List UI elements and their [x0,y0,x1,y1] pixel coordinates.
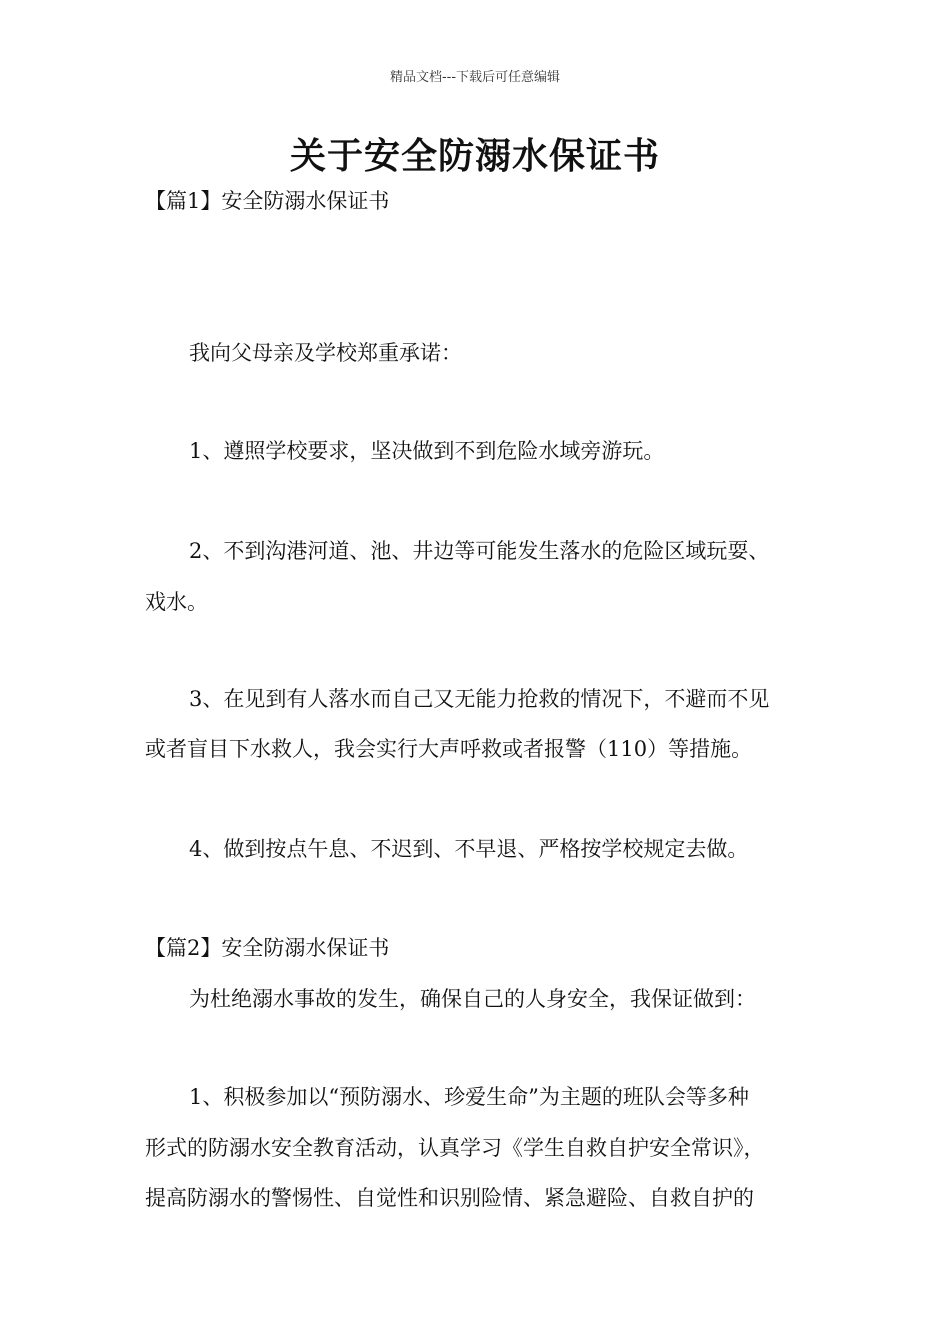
section2-heading: 【篇2】安全防溺水保证书 [145,936,390,960]
section1-item3-line2: 或者盲目下水救人，我会实行大声呼救或者报警（110）等措施。 [145,737,753,761]
section1-item2-line2: 戏水。 [145,590,208,614]
document-title: 关于安全防溺水保证书 [289,136,660,177]
section1-item4: 4、做到按点午息、不迟到、不早退、严格按学校规定去做。 [189,837,749,861]
section1-intro: 我向父母亲及学校郑重承诺： [189,341,462,365]
section2-intro: 为杜绝溺水事故的发生，确保自己的人身安全，我保证做到： [189,987,756,1011]
section1-heading: 【篇1】安全防溺水保证书 [145,189,390,213]
section1-item2-line1: 2、不到沟港河道、池、井边等可能发生落水的危险区域玩耍、 [189,539,770,563]
section2-item1-line2: 形式的防溺水安全教育活动，认真学习《学生自救自护安全常识》， [145,1136,765,1160]
header-note: 精品文档---下载后可任意编辑 [389,70,561,85]
section2-item1-line3: 提高防溺水的警惕性、自觉性和识别险情、紧急避险、自救自护的 [145,1186,754,1210]
section1-item1: 1、遵照学校要求，坚决做到不到危险水域旁游玩。 [189,439,665,463]
section2-item1-line1: 1、积极参加以“预防溺水、珍爱生命”为主题的班队会等多种 [189,1085,749,1109]
section1-item3-line1: 3、在见到有人落水而自己又无能力抢救的情况下，不避而不见 [189,687,770,711]
